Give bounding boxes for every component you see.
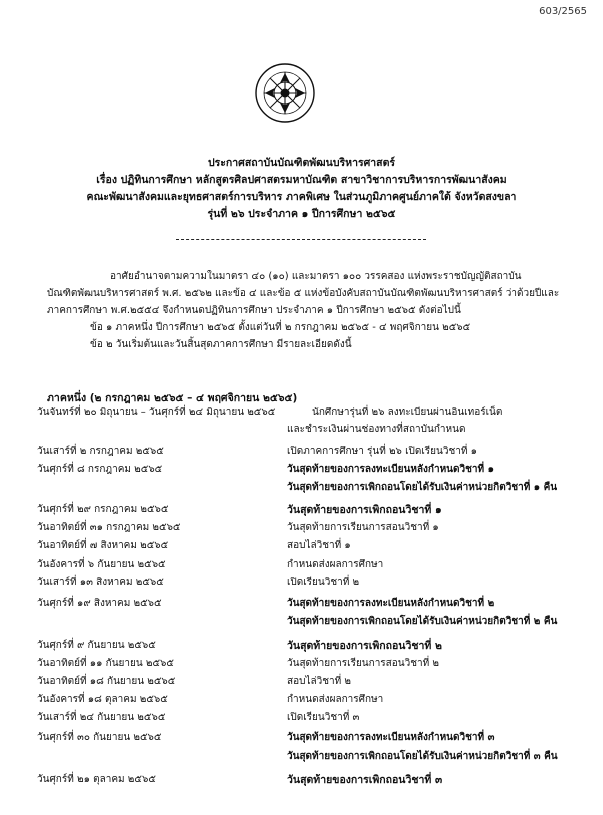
schedule-date: วันอังคารที่ ๖ กันยายน ๒๕๖๕	[37, 559, 166, 570]
schedule-row	[0, 596, 603, 612]
schedule-event: นักศึกษารุ่นที่ ๒๖ ลงทะเบียนผ่านอินเทอร์เน็ต	[312, 407, 503, 418]
schedule-row	[0, 575, 603, 591]
schedule-row	[0, 462, 603, 478]
schedule-row	[0, 692, 603, 708]
schedule-row	[0, 710, 603, 726]
schedule-event: วันสุดท้ายของการเพิกถอนวิชาที่ ๓	[287, 774, 443, 786]
schedule-event: สอบไล่วิชาที่ ๒	[287, 676, 351, 687]
schedule-row	[0, 520, 603, 536]
intro-line-3: ภาคการศึกษา พ.ศ.๒๕๕๔ จึงกำหนดปฏิทินการศึกษา ประจำภาค ๑ ปีการศึกษา ๒๕๖๕ ดังต่อไปนี้	[47, 305, 461, 316]
announcement-cohort: รุ่นที่ ๒๖ ประจำภาค ๑ ปีการศึกษา ๒๕๖๕	[207, 208, 396, 220]
intro-line-1: อาศัยอำนาจตามความในมาตรา ๔๐ (๑๐) และมาตรา ๑๐๐ วรรคสอง แห่งพระราชบัญญัติสถาบัน	[110, 271, 522, 282]
schedule-event: วันสุดท้ายของการเพิกถอนวิชาที่ ๒	[287, 640, 442, 652]
schedule-date: วันอาทิตย์ที่ ๓๑ กรกฎาคม ๒๕๖๕	[37, 522, 181, 533]
schedule-date: วันศุกร์ที่ ๘ กรกฎาคม ๒๕๖๕	[37, 464, 163, 475]
schedule-date: วันอาทิตย์ที่ ๑๑ กันยายน ๒๕๖๕	[37, 658, 174, 669]
schedule-date: วันศุกร์ที่ ๒๑ ตุลาคม ๒๕๖๕	[37, 774, 156, 785]
intro-line-2: บัณฑิตพัฒนบริหารศาสตร์ พ.ศ. ๒๕๖๒ และข้อ ๔ และข้อ ๕ แห่งข้อบังคับสถาบันบัณฑิตพัฒนบริหารศาสตร์ ว่าด้วยปีและ	[47, 288, 560, 299]
header-divider	[176, 239, 426, 240]
schedule-row	[0, 480, 603, 496]
schedule-event: วันสุดท้ายการเรียนการสอนวิชาที่ ๑	[287, 522, 439, 533]
schedule-row	[0, 674, 603, 690]
term-section-title: ภาคหนึ่ง (๒ กรกฎาคม ๒๕๖๕ – ๔ พฤศจิกายน ๒๕๖๕)	[47, 392, 298, 404]
announcement-title: ประกาศสถาบันบัณฑิตพัฒนบริหารศาสตร์	[207, 157, 396, 169]
schedule-date: วันจันทร์ที่ ๒๐ มิถุนายน – วันศุกร์ที่ ๒๔ มิถุนายน ๒๕๖๕	[37, 407, 276, 418]
schedule-date: วันเสาร์ที่ ๑๓ สิงหาคม ๒๕๖๕	[37, 577, 164, 588]
schedule-date: วันศุกร์ที่ ๑๙ สิงหาคม ๒๕๖๕	[37, 598, 162, 609]
schedule-date: วันเสาร์ที่ ๒๔ กันยายน ๒๕๖๕	[37, 712, 166, 723]
schedule-event: วันสุดท้ายของการลงทะเบียนหลังกำหนดวิชาที่ ๑	[287, 464, 494, 475]
schedule-event: วันสุดท้ายของการเพิกถอนโดยได้รับเงินค่าหน่วยกิตวิชาที่ ๓ คืน	[287, 751, 558, 762]
schedule-date: วันอาทิตย์ที่ ๑๘ กันยายน ๒๕๖๕	[37, 676, 176, 687]
announcement-subject: เรื่อง ปฏิทินการศึกษา หลักสูตรศิลปศาสตรมหาบัณฑิต สาขาวิชาการบริหารการพัฒนาสังคม	[96, 174, 507, 186]
schedule-row	[0, 730, 603, 746]
schedule-row	[0, 638, 603, 654]
clause-1: ข้อ ๑ ภาคหนึ่ง ปีการศึกษา ๒๕๖๕ ตั้งแต่วันที่ ๒ กรกฎาคม ๒๕๖๕ - ๔ พฤศจิกายน ๒๕๖๕	[90, 322, 471, 333]
schedule-event: กำหนดส่งผลการศึกษา	[287, 559, 384, 570]
schedule-row	[0, 405, 603, 421]
schedule-row	[0, 749, 603, 765]
schedule-row	[0, 656, 603, 672]
schedule-date: วันศุกร์ที่ ๓๐ กันยายน ๒๕๖๕	[37, 732, 162, 743]
announcement-faculty: คณะพัฒนาสังคมและยุทธศาสตร์การบริหาร ภาคพิเศษ ในส่วนภูมิภาคศูนย์ภาคใต้ จังหวัดสงขลา	[86, 191, 517, 203]
schedule-date: วันอังคารที่ ๑๘ ตุลาคม ๒๕๖๕	[37, 694, 168, 705]
schedule-event: เปิดเรียนวิชาที่ ๒	[287, 577, 360, 588]
schedule-row	[0, 557, 603, 573]
clause-2: ข้อ ๒ วันเริ่มต้นและวันสิ้นสุดภาคการศึกษา มีรายละเอียดดังนี้	[90, 339, 352, 350]
institute-seal-logo	[248, 62, 322, 124]
schedule-event: วันสุดท้ายของการลงทะเบียนหลังกำหนดวิชาที่ ๒	[287, 598, 495, 609]
schedule-row	[0, 444, 603, 460]
schedule-event: และชำระเงินผ่านช่องทางที่สถาบันกำหนด	[287, 424, 466, 435]
schedule-event: วันสุดท้ายของการเพิกถอนวิชาที่ ๑	[287, 504, 442, 516]
schedule-date: วันอาทิตย์ที่ ๗ สิงหาคม ๒๕๖๕	[37, 540, 169, 551]
document-number: 603/2565	[539, 6, 587, 17]
schedule-row	[0, 538, 603, 554]
schedule-event: วันสุดท้ายของการลงทะเบียนหลังกำหนดวิชาที่ ๓	[287, 732, 495, 743]
schedule-row	[0, 422, 603, 438]
schedule-date: วันศุกร์ที่ ๒๙ กรกฎาคม ๒๕๖๕	[37, 504, 169, 515]
schedule-event: วันสุดท้ายของการเพิกถอนโดยได้รับเงินค่าหน่วยกิตวิชาที่ ๑ คืน	[287, 482, 558, 493]
schedule-date: วันศุกร์ที่ ๙ กันยายน ๒๕๖๕	[37, 640, 156, 651]
schedule-date: วันเสาร์ที่ ๒ กรกฎาคม ๒๕๖๕	[37, 446, 164, 457]
schedule-row	[0, 502, 603, 518]
schedule-row	[0, 772, 603, 788]
schedule-event: วันสุดท้ายการเรียนการสอนวิชาที่ ๒	[287, 658, 440, 669]
schedule-event: สอบไล่วิชาที่ ๑	[287, 540, 351, 551]
schedule-row	[0, 614, 603, 630]
schedule-event: กำหนดส่งผลการศึกษา	[287, 694, 384, 705]
schedule-event: เปิดเรียนวิชาที่ ๓	[287, 712, 360, 723]
schedule-event: วันสุดท้ายของการเพิกถอนโดยได้รับเงินค่าหน่วยกิตวิชาที่ ๒ คืน	[287, 616, 558, 627]
schedule-event: เปิดภาคการศึกษา รุ่นที่ ๒๖ เปิดเรียนวิชาที่ ๑	[287, 446, 477, 457]
